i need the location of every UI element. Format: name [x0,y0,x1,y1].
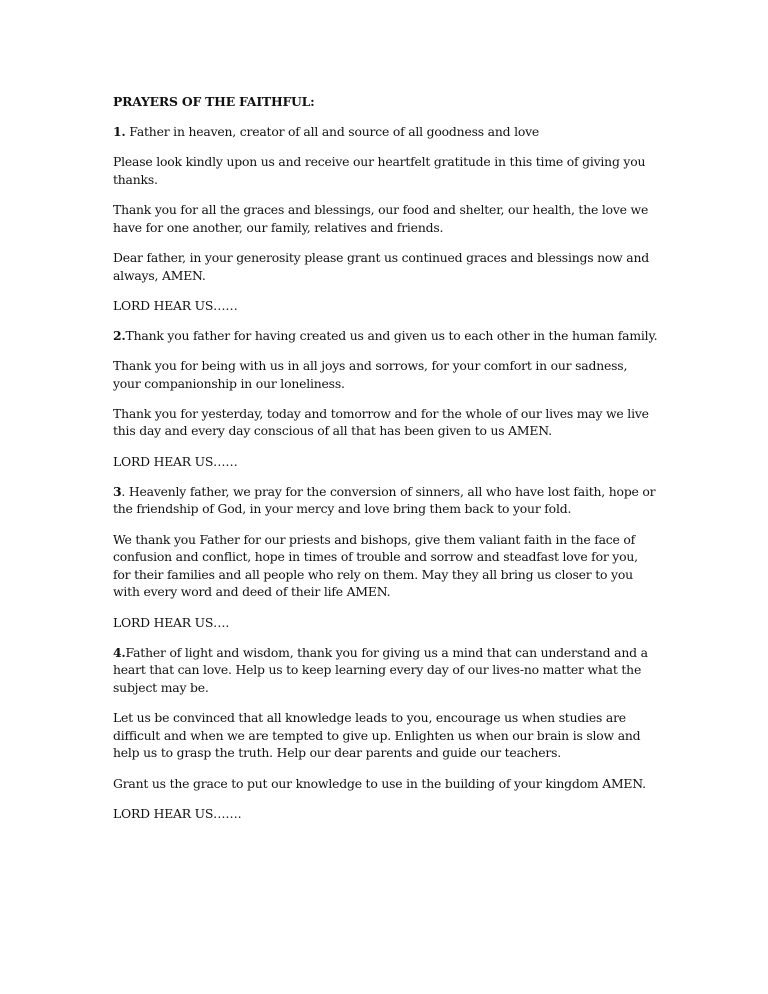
prayer-4-paragraph: Let us be convinced that all knowledge leads to you, encourage us when studies are difficult and when we are tempted to give up. Enlighten us when our brain is slow and help us to grasp the truth. Help our dear parents and guide our teachers. [113,710,641,761]
document-heading: PRAYERS OF THE FAITHFUL: [113,94,315,109]
prayer-1-paragraph: Dear father, in your generosity please grant us continued graces and blessings now and always, AMEN. [113,249,649,283]
prayer-1-number: 1. [113,124,126,140]
prayer-2-lead-text: Thank you father for having created us and given us to each other in the human family. [125,327,658,343]
prayer-1-lead-text: Father in heaven, creator of all and source of all goodness and love [125,124,540,140]
document-page [113,93,658,835]
prayer-1-lead [113,123,658,141]
prayer-3-lead [113,483,658,518]
prayer-2-paragraph: Thank you for being with us in all joys and sorrows, for your comfort in our sadness, your companionship in our loneliness. [113,358,628,391]
prayer-3-lead-text: . Heavenly father, we pray for the conversion of sinners, all who have lost faith, hope or the friendship of God, in your mercy and love bring them back to your fold. [113,483,656,517]
prayer-1-paragraph: Please look kindly upon us and receive our heartfelt gratitude in this time of giving you thanks. [113,154,646,187]
prayer-3-response: LORD HEAR US…. [113,614,230,630]
prayer-1-paragraph: Thank you for all the graces and blessings, our food and shelter, our health, the love we have for one another, our family, relatives and friends. [113,202,649,235]
prayer-2-number: 2. [113,327,126,343]
prayer-4-paragraph: Grant us the grace to put our knowledge to use in the building of your kingdom AMEN. [113,775,646,791]
prayer-4-response: LORD HEAR US……. [113,805,242,821]
prayer-2-lead [113,327,658,345]
prayer-4-lead-text: Father of light and wisdom, thank you for giving us a mind that can understand and a heart that can love. Help us to keep learning every day of our lives-no matter what the subject may be. [113,644,648,695]
prayer-3-number: 3 [113,483,122,499]
prayer-4-lead [113,644,658,697]
prayer-3-paragraph: We thank you Father for our priests and bishops, give them valiant faith in the face of confusion and conflict, hope in times of trouble and sorrow and steadfast love for you, for their families and all people who rely on them. May they all bring us closer to you with every word and deed of their life AMEN. [113,531,638,600]
prayer-4-number: 4. [113,644,126,660]
prayer-1-response: LORD HEAR US…… [113,297,238,313]
prayer-2-paragraph: Thank you for yesterday, today and tomorrow and for the whole of our lives may we live this day and every day conscious of all that has been given to us AMEN. [113,405,649,439]
prayer-2-response: LORD HEAR US…… [113,453,238,469]
